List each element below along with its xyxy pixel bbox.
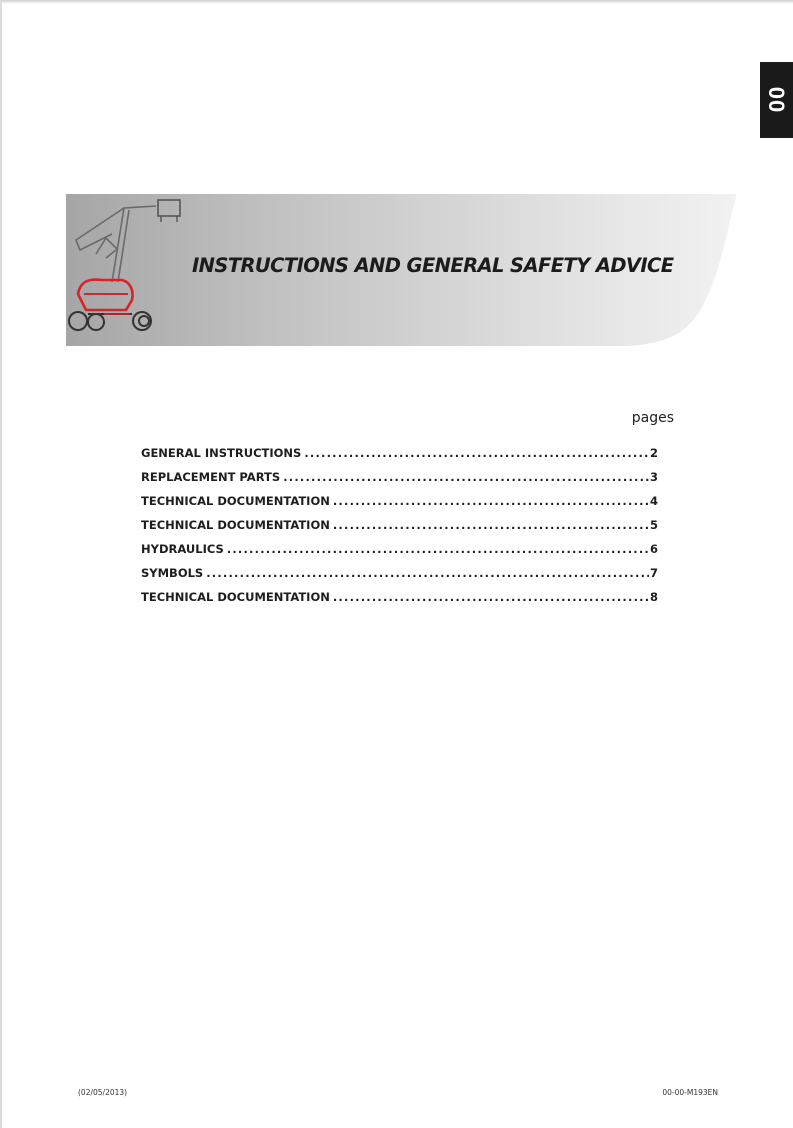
toc-entry-page: 4 (649, 494, 658, 508)
aerial-work-platform-icon (66, 194, 196, 346)
toc-entry-label: TECHNICAL DOCUMENTATION (141, 494, 330, 508)
toc-entry-technical-documentation[interactable] (141, 585, 658, 609)
footer-document-reference: 00-00-M193EN (662, 1088, 718, 1097)
toc-entry-page: 5 (649, 518, 658, 532)
page-edge-top (0, 0, 793, 4)
page-edge-left (0, 0, 2, 1128)
toc-entry-symbols[interactable] (141, 561, 658, 585)
section-tab-label: 00 (764, 86, 790, 114)
toc-leader-dots (333, 489, 649, 513)
section-tab (760, 62, 793, 138)
pages-heading: pages (631, 410, 674, 426)
toc-leader-dots (283, 465, 649, 489)
toc-entry-label: REPLACEMENT PARTS (141, 470, 281, 484)
toc-entry-hydraulics[interactable] (141, 537, 658, 561)
toc-entry-page: 6 (649, 542, 658, 556)
toc-entry-replacement-parts[interactable] (141, 465, 658, 489)
toc-entry-label: TECHNICAL DOCUMENTATION (141, 590, 330, 604)
toc-entry-technical-documentation[interactable] (141, 513, 658, 537)
toc-entry-page: 3 (649, 470, 658, 484)
toc-leader-dots (227, 537, 649, 561)
toc-leader-dots (333, 513, 649, 537)
page-title: INSTRUCTIONS AND GENERAL SAFETY ADVICE (192, 254, 674, 277)
toc-leader-dots (304, 441, 649, 465)
toc-entry-label: HYDRAULICS (141, 542, 224, 556)
toc-entry-label: SYMBOLS (141, 566, 204, 580)
footer-date: (02/05/2013) (78, 1088, 128, 1097)
toc-leader-dots (206, 561, 649, 585)
toc-entry-general-instructions[interactable] (141, 441, 658, 465)
toc-entry-page: 2 (649, 446, 658, 460)
toc-entry-label: GENERAL INSTRUCTIONS (141, 446, 302, 460)
title-banner (66, 194, 737, 346)
toc-entry-page: 8 (649, 590, 658, 604)
toc-leader-dots (333, 585, 649, 609)
toc-entry-page: 7 (649, 566, 658, 580)
toc-entry-label: TECHNICAL DOCUMENTATION (141, 518, 330, 532)
table-of-contents (141, 441, 658, 609)
toc-entry-technical-documentation[interactable] (141, 489, 658, 513)
